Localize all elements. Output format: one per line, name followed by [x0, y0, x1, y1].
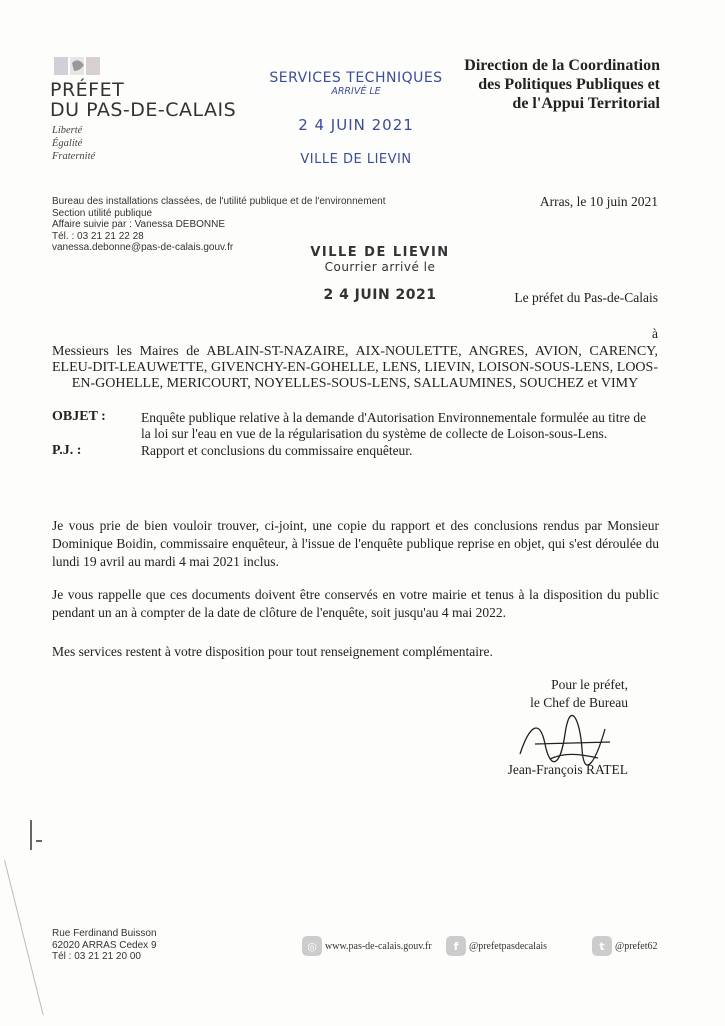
stamp-subtitle: ARRIVÉ LE [331, 86, 381, 97]
address-line: Rue Ferdinand Buisson [52, 928, 157, 939]
sender: Le préfet du Pas-de-Calais [514, 290, 658, 305]
objet-text: Enquête publique relative à la demande d'Autorisation Environnementale formulée au titre de la loi sur l'eau en vue de la régularisation du système de collecte de Loison-sous-Lens. [141, 410, 647, 441]
bureau-line: Section utilité publique [52, 207, 153, 219]
pj-text: Rapport et conclusions du commissaire enquêteur. [141, 443, 413, 458]
marianne-logo [54, 55, 100, 77]
scan-mark [36, 840, 42, 842]
facebook-link[interactable] [446, 936, 547, 956]
courrier-arrive-stamp [300, 246, 460, 304]
motto-line: Liberté [52, 125, 83, 136]
to-word: à [652, 326, 658, 341]
facebook-text: @prefetpasdecalais [469, 940, 548, 952]
bureau-line: Bureau des installations classées, de l'utilité publique et de l'environnement [52, 196, 386, 207]
prefet-title [50, 80, 250, 120]
body-paragraph: Je vous rappelle que ces documents doivent être conservés en votre mairie et tenus à la disposition du public pendant un an à compter de la date de clôture de l'enquête, soit jusqu'au 4 mai 2022. [52, 587, 659, 620]
stamp-date: 2 4 JUIN 2021 [298, 116, 414, 134]
closing-line: le Chef de Bureau [530, 695, 628, 710]
twitter-link[interactable] [592, 936, 658, 956]
direction-line: des Politiques Publiques et [478, 76, 660, 93]
address-line: 62020 ARRAS Cedex 9 [52, 939, 157, 951]
stamp-title: SERVICES TECHNIQUES [269, 70, 443, 86]
website-link[interactable] [302, 936, 432, 956]
scan-mark [30, 820, 32, 850]
direction-heading [440, 56, 660, 113]
objet-label: OBJET : [52, 409, 106, 424]
motto-line: Égalité [52, 138, 83, 149]
signer-name: Jean-François RATEL [507, 762, 628, 777]
stamp-city: VILLE DE LIEVIN [310, 245, 450, 260]
bureau-email: vanessa.debonne@pas-de-calais.gouv.fr [52, 242, 234, 253]
facebook-icon: f [446, 936, 466, 956]
motto-line: Fraternité [52, 151, 96, 162]
services-techniques-stamp [268, 70, 444, 168]
place-date: Arras, le 10 juin 2021 [539, 194, 658, 209]
bureau-line: Tél. : 03 21 21 22 28 [52, 230, 144, 242]
website-text: www.pas-de-calais.gouv.fr [325, 940, 432, 952]
closing-line: Pour le préfet, [551, 677, 628, 692]
pj-label: P.J. : [52, 443, 82, 458]
stamp-date: 2 4 JUIN 2021 [323, 287, 437, 303]
body-paragraph: Mes services restent à votre disposition pour tout renseignement complémentaire. [52, 644, 493, 659]
address-line: Tél : 03 21 21 20 00 [52, 951, 141, 962]
scan-mark [4, 860, 44, 1015]
stamp-subtitle: Courrier arrivé le [324, 260, 436, 274]
twitter-icon: t [592, 936, 612, 956]
prefet-line: PRÉFET [50, 79, 125, 101]
globe-icon: ◎ [302, 936, 322, 956]
direction-line: Direction de la Coordination [464, 57, 660, 74]
motto [52, 124, 172, 163]
body-paragraph: Je vous prie de bien vouloir trouver, ci-joint, une copie du rapport et des conclusions rendus par Monsieur Dominique Boidin, commissaire enquêteur, à l'issue de l'enquête publique reprise en objet, qui s'est déroulée du lundi 19 avril au mardi 4 mai 2021 inclus. [52, 518, 659, 569]
bureau-line: Affaire suivie par : Vanessa DEBONNE [52, 219, 226, 230]
footer-address [52, 928, 252, 963]
stamp-city: VILLE DE LIEVIN [300, 152, 412, 167]
recipients: Messieurs les Maires de ABLAIN-ST-NAZAIRE, AIX-NOULETTE, ANGRES, AVION, CARENCY, ELEU-DIT-LEAUWETTE, GIVENCHY-EN-GOHELLE, LENS, LIEVIN, LOISON-SOUS-LENS, LOOS-EN-GOHELLE, MERICOURT, NOYELLES-SOUS-LENS, SALLAUMINES, SOUCHEZ et VIMY [52, 344, 658, 391]
prefet-line: DU PAS-DE-CALAIS [50, 99, 237, 121]
direction-line: de l'Appui Territorial [512, 95, 660, 112]
closing [430, 676, 628, 712]
twitter-text: @prefet62 [615, 940, 658, 952]
